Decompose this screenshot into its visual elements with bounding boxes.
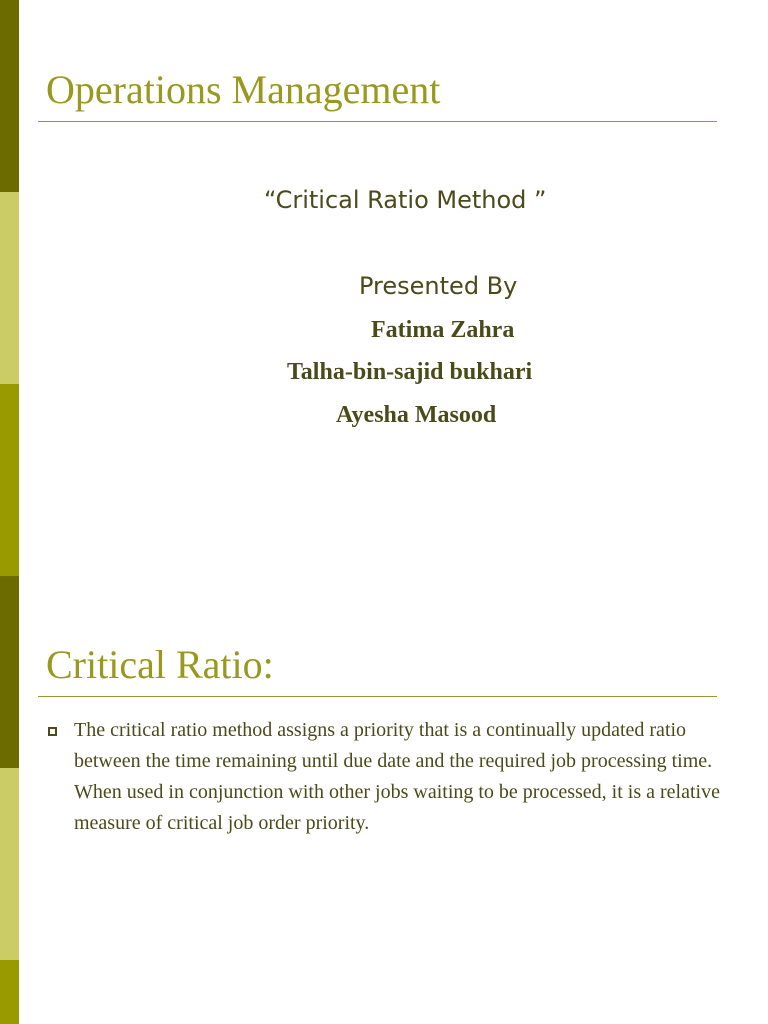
bullet-text: The critical ratio method assigns a priority that is a continually updated ratio between the time remaining until due date and the required job processing time. When used in conjunction with other jobs waiting to be processed, it is a relative measure of critical job order priority.: [74, 719, 720, 834]
slide2-title: Critical Ratio:: [46, 642, 274, 687]
square-bullet-icon: [48, 727, 57, 736]
slide1-divider: [38, 121, 717, 122]
slide2-divider: [38, 696, 717, 697]
presented-by-label: Presented By: [359, 272, 518, 300]
sidebar-stripe: [0, 0, 19, 192]
sidebar-stripe: [0, 768, 19, 960]
slide1-title: Operations Management: [46, 67, 441, 112]
presenter-name: Ayesha Masood: [336, 402, 497, 428]
slide1-subtitle: “Critical Ratio Method ”: [264, 186, 547, 214]
sidebar-stripe: [0, 384, 19, 576]
presenter-name: Talha-bin-sajid bukhari: [287, 359, 533, 385]
sidebar-stripe: [0, 192, 19, 384]
sidebar-stripe: [0, 960, 19, 1024]
presenter-name: Fatima Zahra: [371, 317, 515, 343]
sidebar-stripe: [0, 576, 19, 768]
